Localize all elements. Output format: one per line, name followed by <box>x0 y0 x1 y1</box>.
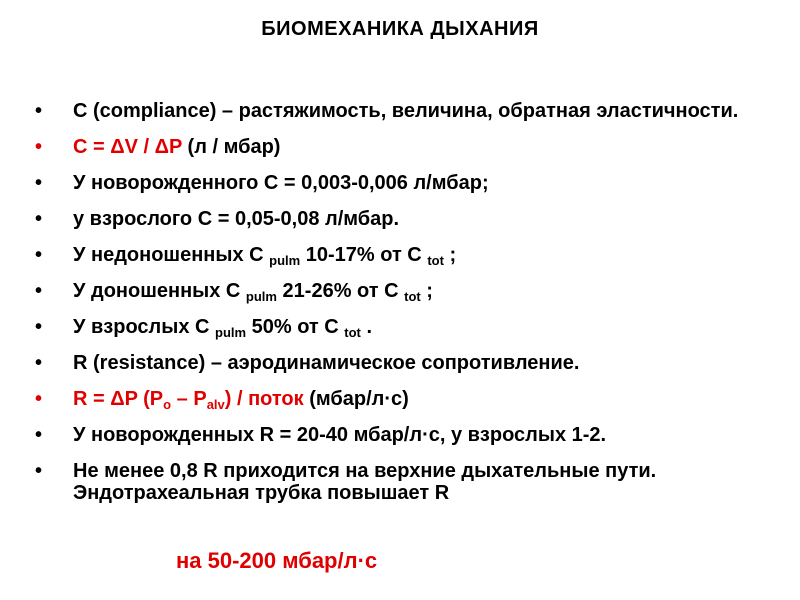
bullet-icon: • <box>35 280 43 302</box>
item-text: У новорожденного C = 0,003-0,006 л/мбар; <box>73 172 489 194</box>
bullet-icon: • <box>35 352 43 374</box>
item-text: У новорожденных R = 20-40 мбар/л·с, у взрослых 1-2. <box>73 424 607 446</box>
item-text: Не менее 0,8 R приходится на верхние дыхательные пути. Эндотрахеальная трубка повышает R <box>73 460 657 504</box>
formula-text: – P <box>171 388 207 410</box>
bullet-icon: • <box>35 460 43 482</box>
list-item <box>35 208 775 230</box>
subscript: o <box>163 397 172 412</box>
subscript: tot <box>344 325 361 340</box>
item-text: R (resistance) – аэродинамическое сопротивление. <box>73 352 580 374</box>
item-text: ; <box>443 244 457 266</box>
item-text: У недоношенных C <box>73 244 270 266</box>
unit-text: (мбар/л·с) <box>303 388 409 410</box>
bullet-icon: • <box>35 172 43 194</box>
formula-text: C = ΔV / ΔP <box>73 136 182 158</box>
page-title: БИОМЕХАНИКА ДЫХАНИЯ <box>261 18 539 40</box>
bullet-list <box>35 100 775 518</box>
subscript: pulm <box>269 253 301 268</box>
subscript: tot <box>404 289 421 304</box>
list-item <box>35 100 775 122</box>
bullet-icon: • <box>35 316 43 338</box>
formula-text: R = ΔP (P <box>73 388 164 410</box>
item-text: 21-26% от C <box>276 280 405 302</box>
bullet-icon: • <box>35 244 43 266</box>
item-text: . <box>360 316 373 338</box>
list-item <box>35 136 775 158</box>
item-text: C (compliance) – растяжимость, величина, обратная эластичности. <box>73 100 739 122</box>
list-item <box>35 460 775 504</box>
list-item <box>35 244 775 266</box>
item-text: У доношенных C <box>73 280 246 302</box>
list-item <box>35 388 775 410</box>
subscript: pulm <box>245 289 277 304</box>
bullet-icon: • <box>35 100 43 122</box>
unit-text: (л / мбар) <box>181 136 281 158</box>
list-item <box>35 424 775 446</box>
item-text: 10-17% от C <box>300 244 428 266</box>
bullet-icon: • <box>35 424 43 446</box>
bullet-icon: • <box>35 136 43 158</box>
item-text: У взрослых C <box>73 316 215 338</box>
subscript: pulm <box>215 325 247 340</box>
bullet-icon: • <box>35 208 43 230</box>
list-item <box>35 172 775 194</box>
subscript: alv <box>206 397 225 412</box>
footer-value: на 50-200 мбар/л·с <box>176 548 378 573</box>
item-text: у взрослого C = 0,05-0,08 л/мбар. <box>73 208 400 230</box>
list-item <box>35 280 775 302</box>
list-item <box>35 352 775 374</box>
item-text: ; <box>420 280 433 302</box>
bullet-icon: • <box>35 388 43 410</box>
formula-text: ) / поток <box>224 388 304 410</box>
subscript: tot <box>427 253 444 268</box>
item-text: 50% от C <box>246 316 345 338</box>
list-item <box>35 316 775 338</box>
